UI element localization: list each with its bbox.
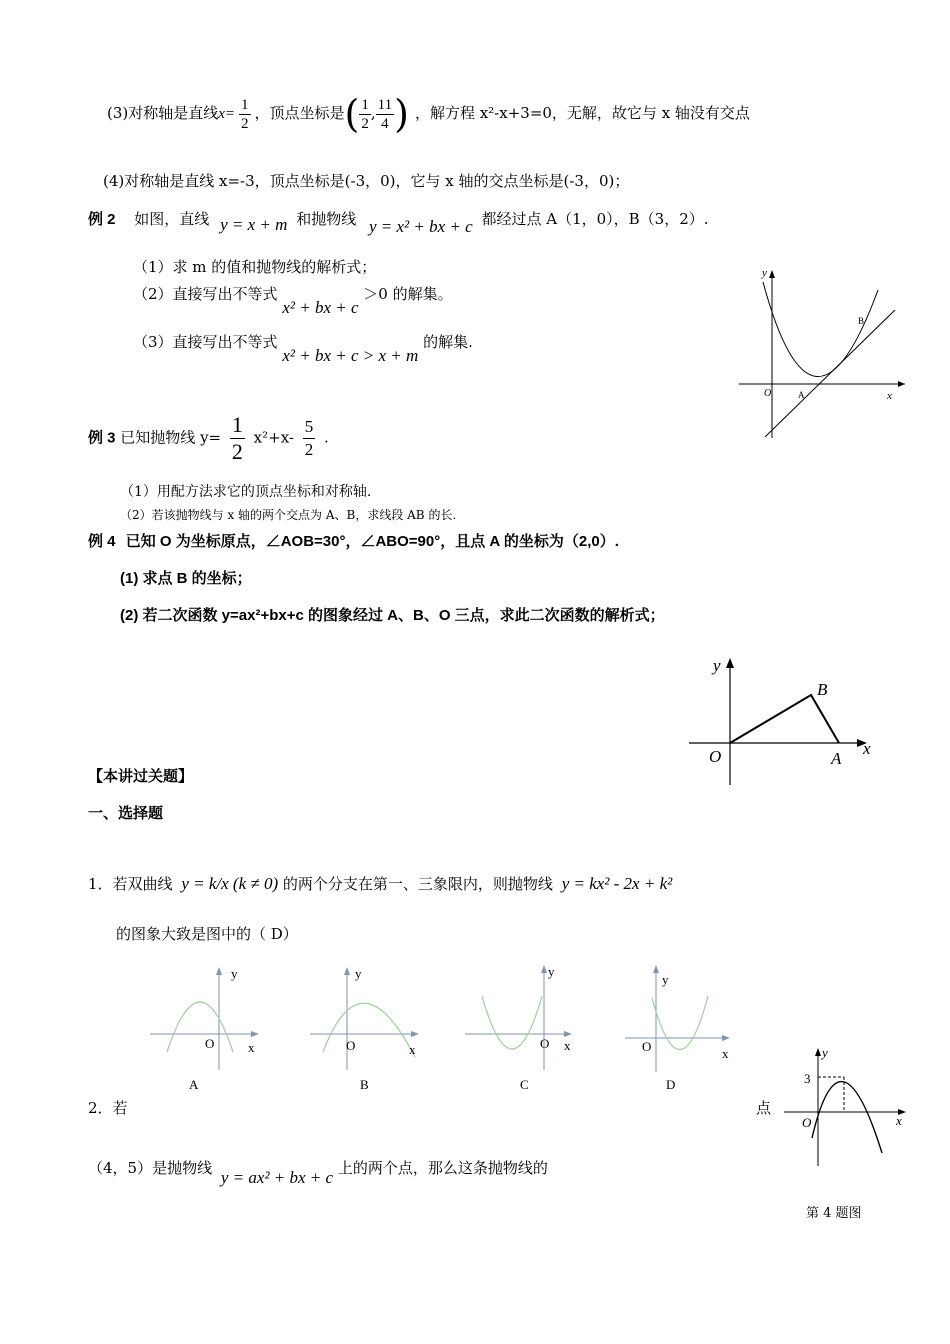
item3-vertex-frac1: $\frac{1}{2}$ [361,96,369,132]
item3-vertex-frac2: $\frac{11}{4}$ [377,96,393,132]
item3-x-eq: x= [218,106,236,122]
ex2-q3-prefix: （3）直接写出不等式 [133,333,278,351]
q2-dian: 点 [756,1099,772,1117]
ex4-graph-b-label: B [817,680,828,699]
ex2-parabola-eq: y = x² + bx + c [368,217,473,236]
item3-paren-right: ) [394,92,409,136]
option-a-origin-label: O [205,1036,215,1051]
section-choice-title: 一、选择题 [88,805,164,822]
ex2-q2-tail: ＞0 的解集。 [363,285,453,303]
option-b-x-arrow [411,1031,419,1037]
option-b-label: B [360,1077,369,1092]
option-d-label: D [666,1077,676,1092]
ex2-q3 [133,331,473,365]
item3-half-den: 2 [241,115,249,132]
q2-line2 [88,1157,548,1187]
ex2-line-eq: y = x + m [220,215,288,234]
option-a-graph [145,962,275,1092]
option-b-x-label: x [409,1042,416,1057]
option-d-x-label: x [722,1046,729,1061]
item3-paren-left: ( [344,92,360,136]
ex2-graph-origin-label: O [764,388,772,399]
ex2-intro: 如图，直线 [134,210,210,228]
q2-graph-x-label: x [896,1113,902,1128]
ex3-q2: （2）若该抛物线与 x 轴的两个交点为 A、B，求线段 AB 的长. [120,508,457,522]
ex2-q2-expr: x² + bx + c [282,298,359,317]
option-a-label: A [189,1077,199,1092]
ex4-text: 已知 O 为坐标原点，∠AOB=30°，∠ABO=90°，且点 A 的坐标为（2,0）. [125,533,619,550]
option-c-graph [462,962,592,1092]
option-a-curve [167,1002,233,1052]
option-a-x-label: x [248,1040,255,1055]
q2-line2-prefix: （4，5）是抛物线 [88,1159,213,1177]
ex2-q3-expr: x² + bx + c > x + m [282,346,419,365]
section-title: 【本讲过关题】 [88,768,194,785]
option-d-curve [652,996,708,1050]
option-b-curve [323,1003,415,1057]
ex3-line [88,412,329,465]
option-d-origin-label: O [642,1039,652,1054]
option-a-y-label: y [231,966,238,981]
q1-prefix: 1．若双曲线 [88,875,173,893]
option-a-x-arrow [251,1031,259,1037]
option-c-label: C [520,1077,529,1092]
ex3-mid: x²+x- [253,428,294,447]
ex2-graph-line [765,310,895,437]
ex4-q1: (1) 求点 B 的坐标； [120,570,252,587]
option-d-y-label: y [662,972,669,987]
q2-line2-tail: 上的两个点，那么这条抛物线的 [337,1159,548,1177]
q1-parabola-eq: y = kx² - 2x + k² [561,874,673,893]
option-c-x-label: x [564,1038,571,1053]
ex2-graph-x-arrow [898,381,905,387]
item3-line [107,92,750,136]
ex4-graph-x-label: x [863,739,871,758]
option-d-y-arrow [653,965,659,973]
item4-line: (4)对称轴是直线 x=-3，顶点坐标是(-3，0)，它与 x 轴的交点坐标是(-3，0)； [103,172,630,190]
ex3-q1: （1）用配方法求它的顶点坐标和对称轴. [120,484,372,500]
q2-graph-three-label: 3 [804,1071,811,1086]
ex4-graph-y-label: y [713,656,721,675]
ex3-label: 例 3 [88,429,116,447]
option-d-x-arrow [722,1035,730,1041]
q1-line2: 的图象大致是图中的（ D） [116,925,298,943]
ex3-fraction-half: $\frac{1}{2}$ [231,412,243,464]
ex2-label: 例 2 [88,211,116,228]
ex3-intro: 已知抛物线 y= [120,428,222,447]
option-a-y-arrow [216,967,222,975]
ex2-q1: （1）求 m 的值和抛物线的解析式； [133,258,377,276]
q2-graph-y-label: y [822,1045,828,1060]
option-c-y-arrow [541,965,547,973]
ex2-graph-y-arrow [769,270,775,278]
ex2-graph-a-label: A [798,390,805,400]
option-c-y-label: y [548,964,555,979]
item3-tail: ，解方程 x²-x+3=0，无解，故它与 x 轴没有交点 [414,104,750,122]
ex4-graph [685,652,885,787]
ex2-tail: 都经过点 A（1，0），B（3，2）. [481,210,709,228]
q2-parabola-eq: y = ax² + bx + c [220,1168,334,1187]
ex2-mid: 和抛物线 [296,210,357,228]
q1-mid: 的两个分支在第一、三象限内，则抛物线 [282,875,553,893]
ex2-q3-tail: 的解集. [423,333,473,351]
q2-graph [782,1043,912,1168]
q1-line [88,873,672,894]
q2-graph-origin-label: O [802,1115,812,1130]
option-b-y-label: y [355,966,362,981]
option-b-y-arrow [344,967,350,975]
item3-half-num: 1 [241,96,249,113]
q2-number: 2．若 [88,1099,128,1117]
ex2-graph-parabola [763,282,878,377]
item3-vertex-comma: , [370,104,376,122]
q2-caption: 第 4 题图 [806,1206,862,1221]
item3-vertex-label: ，顶点坐标是 [254,104,345,122]
item3-prefix: (3)对称轴是直线 [107,104,219,122]
ex2-graph-x-label: x [887,390,892,402]
option-d-graph [622,962,752,1092]
option-c-curve [482,996,542,1049]
option-b-origin-label: O [346,1038,356,1053]
ex3-fraction-five-halves: $\frac{5}{2}$ [304,417,314,459]
ex2-q2-prefix: （2）直接写出不等式 [133,285,278,303]
q2-graph-parabola [812,1082,882,1153]
option-c-x-arrow [564,1031,572,1037]
ex4-line [88,530,619,551]
option-c-origin-label: O [540,1036,550,1051]
q2-graph-y-arrow [815,1048,821,1056]
ex3-end: . [324,428,329,447]
ex4-graph-origin-label: O [709,747,722,766]
item3-half-fraction [239,96,251,133]
ex2-graph-b-label: B [858,316,865,326]
ex4-graph-triangle [730,695,839,743]
ex2-graph-y-label: y [762,267,767,279]
ex4-graph-y-arrow [726,658,734,668]
ex4-label: 例 4 [88,533,116,550]
q1-hyperbola-eq: y = k/x (k ≠ 0) [181,874,279,893]
ex2-q2 [133,283,453,317]
option-b-graph [305,962,435,1092]
ex2-line [88,208,709,236]
ex4-q2: (2) 若二次函数 y=ax²+bx+c 的图象经过 A、B、O 三点，求此二次函数的解析式； [120,607,665,624]
ex2-graph [735,262,910,442]
ex4-graph-a-label: A [831,749,842,768]
